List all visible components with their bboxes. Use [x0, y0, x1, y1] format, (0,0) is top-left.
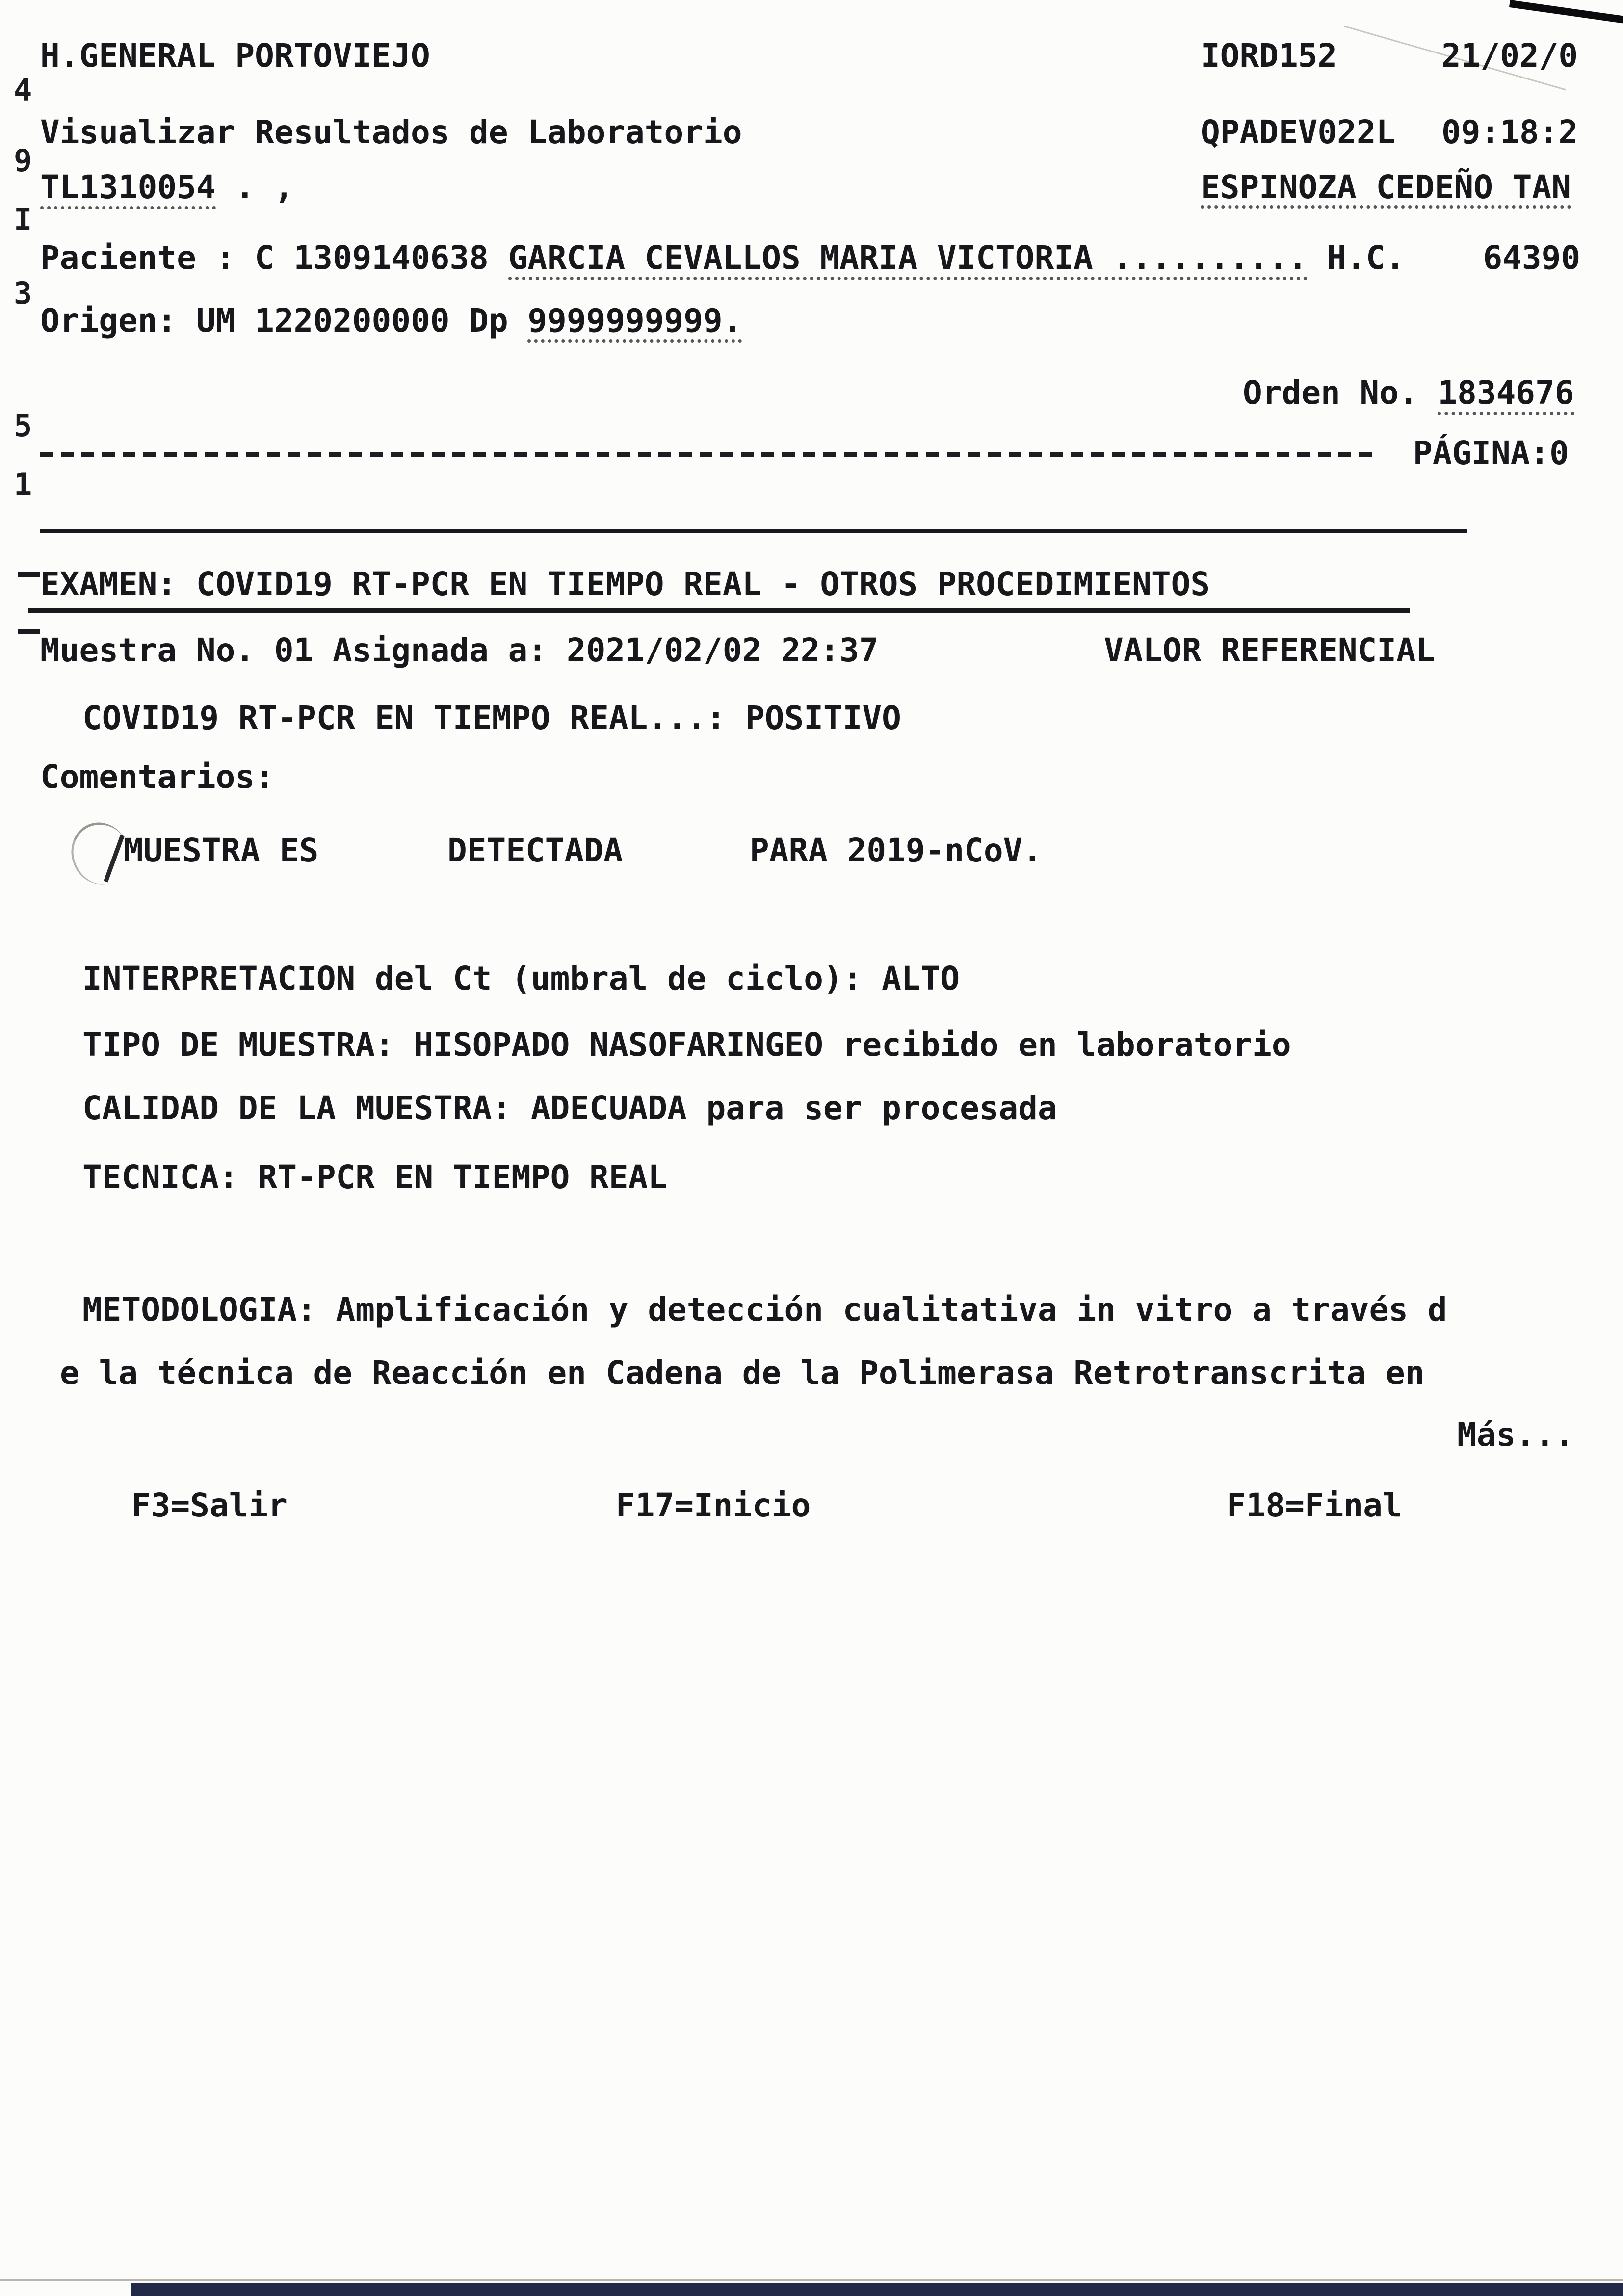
margin-mark: 4 — [14, 72, 32, 108]
order-label: Orden No. — [1243, 374, 1438, 412]
margin-mark: 3 — [14, 275, 32, 311]
fkey-home[interactable]: F17=Inicio — [616, 1487, 811, 1524]
comment-segment: MUESTRA ES — [124, 832, 319, 869]
report-id: IORD152 — [1201, 37, 1337, 75]
scan-bottom-line — [0, 2279, 1623, 2281]
margin-mark: I — [14, 202, 32, 237]
operator-name: ESPINOZA CEDEÑO TAN — [1201, 170, 1571, 209]
test-result-line: COVID19 RT-PCR EN TIEMPO REAL...: POSITIVO — [82, 699, 901, 737]
margin-mark: 1 — [14, 467, 32, 502]
patient-line — [40, 240, 1580, 276]
order-line — [1243, 375, 1574, 411]
scan-bottom-band — [131, 2283, 1623, 2296]
sample-code: TL1310054 — [40, 168, 216, 209]
exam-title: EXAMEN: COVID19 RT-PCR EN TIEMPO REAL - OTROS PROCEDIMIENTOS — [40, 565, 1210, 603]
detail-interpretation: INTERPRETACION del Ct (umbral de ciclo): ALTO — [82, 960, 960, 997]
comments-label: Comentarios: — [40, 758, 274, 796]
device-id: QPADEV022L — [1201, 113, 1396, 151]
hc-value: 64390 — [1483, 239, 1581, 277]
hospital-name: H.GENERAL PORTOVIEJO — [40, 37, 430, 75]
more-pages-indicator: Más... — [1457, 1416, 1574, 1454]
dashed-separator — [40, 452, 1372, 457]
margin-mark: 9 — [14, 143, 32, 179]
screen-title: Visualizar Resultados de Laboratorio — [40, 113, 742, 151]
patient-label: Paciente : C 1309140638 — [40, 239, 508, 277]
horizontal-rule — [40, 529, 1467, 533]
fkey-end[interactable]: F18=Final — [1227, 1487, 1402, 1524]
sample-code-suffix: . , — [215, 168, 294, 206]
hc-label: H.C. — [1307, 239, 1483, 277]
page-indicator: PÁGINA:0 — [1413, 434, 1569, 472]
origin-label: Origen: UM 1220200000 Dp — [40, 302, 528, 339]
margin-overdash — [18, 572, 40, 577]
detail-technique: TECNICA: RT-PCR EN TIEMPO REAL — [82, 1158, 668, 1196]
fkey-exit[interactable]: F3=Salir — [131, 1487, 288, 1524]
methodology-line: METODOLOGIA: Amplificación y detección cualitativa in vitro a través d — [82, 1291, 1447, 1329]
origin-dp-value: 9999999999. — [527, 302, 742, 343]
margin-overdash — [18, 629, 40, 634]
exam-underline — [28, 608, 1410, 613]
comment-segment: DETECTADA — [447, 832, 623, 869]
detail-sample-type: TIPO DE MUESTRA: HISOPADO NASOFARINGEO recibido en laboratorio — [82, 1026, 1291, 1064]
order-number: 1834676 — [1438, 374, 1574, 415]
report-time: 09:18:2 — [1441, 113, 1578, 151]
margin-mark: 5 — [14, 408, 32, 444]
origin-line — [40, 303, 742, 339]
scan-corner-mark — [1509, 0, 1623, 24]
report-date: 21/02/0 — [1441, 37, 1578, 75]
comment-segment: PARA 2019-nCoV. — [750, 832, 1043, 869]
patient-name-field: GARCIA CEVALLOS MARIA VICTORIA .......... — [508, 239, 1308, 280]
methodology-line: e la técnica de Reacción en Cadena de la Polimerasa Retrotranscrita en — [60, 1354, 1425, 1392]
detail-sample-quality: CALIDAD DE LA MUESTRA: ADECUADA para ser procesada — [82, 1089, 1057, 1127]
reference-value-header: VALOR REFERENCIAL — [1104, 631, 1436, 669]
sample-assignment: Muestra No. 01 Asignada a: 2021/02/02 22:37 — [40, 631, 879, 669]
sample-code-line — [40, 170, 294, 205]
